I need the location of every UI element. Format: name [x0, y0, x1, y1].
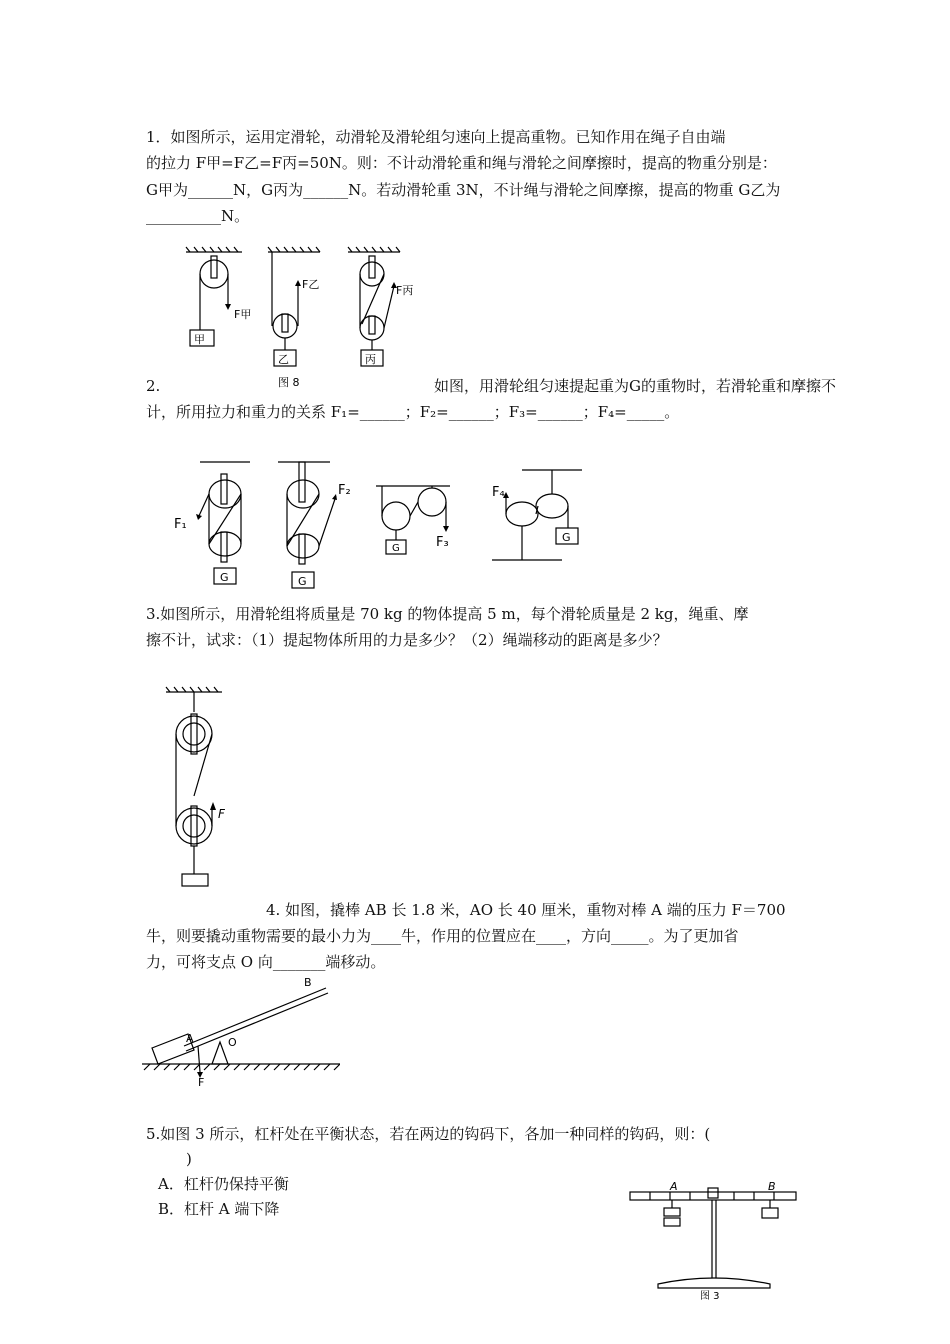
q1-line-2: 的拉力 F甲=F乙=F丙=50N。则：不计动滑轮重和绳与滑轮之间摩擦时，提高的物重分别是： [146, 154, 777, 172]
q4-lever-figure [140, 974, 340, 1088]
fig8-caption: 图 8 [278, 376, 300, 389]
f-yi-label: F乙 [302, 278, 320, 291]
lever-b-label: B [768, 1180, 776, 1193]
f2-label: F₂ [338, 483, 351, 498]
q1-line-3: G甲为______N，G丙为______N。若动滑轮重 3N，不计绳与滑轮之间摩擦，提高的物重 G乙为 [146, 181, 781, 199]
q2-line-2: 计，所用拉力和重力的关系 F₁=______；F₂=______；F₃=______；F₄=_____。 [146, 403, 680, 421]
g-label-2: G [298, 575, 307, 588]
q5-option-b: B．杠杆 A 端下降 [158, 1200, 280, 1218]
q2-pulley-figure [170, 456, 590, 592]
f-jia-label: F甲 [234, 308, 252, 321]
q1-pulley-figure [180, 246, 420, 394]
q3-f-label: F [218, 807, 225, 821]
q2-line-1: 如图，用滑轮组匀速提起重为G的重物时，若滑轮重和摩擦不 [434, 377, 836, 395]
q5-line-2: ) [186, 1150, 192, 1168]
q4-line-2: 牛，则要撬动重物需要的最小力为____牛，作用的位置应在____，方向_____。为了更加省 [146, 927, 739, 945]
q3-line-2: 擦不计，试求：（1）提起物体所用的力是多少？（2）绳端移动的距离是多少？ [146, 631, 668, 649]
box-bing-label: 丙 [365, 353, 376, 366]
f3-label: F₃ [436, 535, 449, 550]
q1-line-4: __________N。 [146, 207, 250, 225]
point-b-label: B [304, 976, 312, 989]
force-f-label: F [198, 1076, 205, 1088]
lever-a-label: A [670, 1180, 678, 1193]
fig3-caption: 图 3 [700, 1291, 720, 1302]
q5-lever-figure [628, 1178, 800, 1302]
box-yi-label: 乙 [278, 353, 289, 366]
f-bing-label: F丙 [396, 284, 414, 297]
q2-number: 2. [146, 377, 161, 395]
f4-label: F₄ [492, 485, 505, 500]
q1-line-1: 1．如图所示，运用定滑轮，动滑轮及滑轮组匀速向上提高重物。已知作用在绳子自由端 [146, 128, 726, 146]
q4-line-1: 4. 如图，撬棒 AB 长 1.8 米，AO 长 40 厘米，重物对棒 A 端的压力 F＝700 [266, 901, 786, 919]
box-jia-label: 甲 [194, 333, 205, 346]
q5-option-a: A．杠杆仍保持平衡 [158, 1175, 289, 1193]
q4-line-3: 力，可将支点 O 向_______端移动。 [146, 953, 386, 971]
f1-label: F₁ [174, 517, 187, 532]
point-a-label: A [186, 1032, 194, 1045]
g-label-4: G [562, 531, 571, 544]
g-label-1: G [220, 571, 229, 584]
g-label-3: G [392, 543, 400, 554]
q5-line-1: 5.如图 3 所示，杠杆处在平衡状态，若在两边的钩码下，各加一种同样的钩码，则：( [146, 1125, 711, 1143]
q3-line-1: 3.如图所示，用滑轮组将质量是 70 kg 的物体提高 5 m，每个滑轮质量是 2 kg，绳重、摩 [146, 605, 749, 623]
q3-pulley-figure [160, 686, 250, 896]
point-o-label: O [228, 1036, 237, 1049]
